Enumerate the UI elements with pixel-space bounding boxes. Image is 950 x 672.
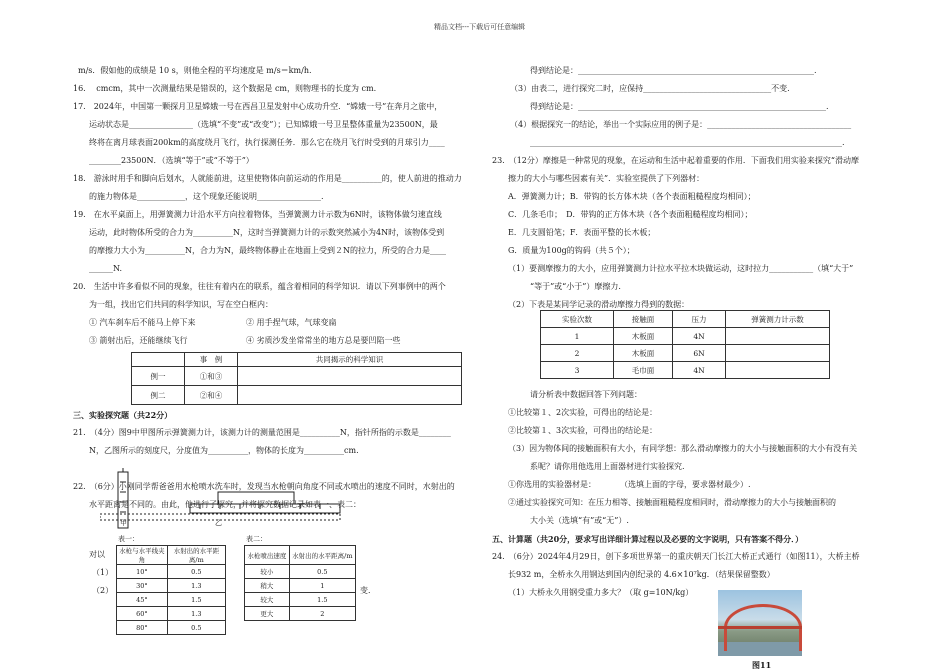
q23-line8: “等于”或“小于”）摩擦力. [530,282,621,291]
q22-r-line5: ______________________________________________________________________________. [530,138,845,147]
table1-cell: 1.5 [167,593,225,607]
table1-cell: 1.3 [167,579,225,593]
q20-table-cell: 例一 [132,367,185,386]
q22-r-line3: 得到结论是：______________________________________________________________. [530,102,829,111]
table1-cell: 1.3 [167,607,225,621]
q24-line1: 24. （6分）2024年4月29日，创下多项世界第一的重庆朝天门长江大桥正式通行（如图11），大桥主桥 [492,552,860,561]
table1-title: 表一： [118,535,139,543]
figure-caption-yi: 乙 [215,519,222,527]
table1-cell: 45° [117,593,168,607]
q23-table-cell: 2 [541,345,614,362]
q17-line3: 终将在离月球表面200km的高度绕月飞行，执行探测任务．那么它在绕月飞行时受到的月球引力____ [89,138,445,147]
q23-table-cell: 6N [673,345,726,362]
q23-line5: E．几支圆铅笔；F．表面平整的长木板； [508,228,656,237]
q23-table-header: 实验次数 [541,311,614,328]
q22-r-line1: 得到结论是：___________________________________________________________. [530,66,817,75]
q20-table-cell: ①和③ [185,367,238,386]
table2-cell: 1 [289,579,355,593]
q20-table-cell: ②和④ [185,386,238,405]
q17-line4: ________23500N．（选填“等于”或“不等于”） [89,156,254,165]
q20-example-1: ① 汽车刹车后不能马上停下来 [89,318,196,327]
bridge-photo [718,590,802,656]
table2-cell: 0.5 [289,565,355,579]
q23-line13: （3）因为物体间的接触面积有大小，有同学想：那么滑动摩擦力的大小与接触面积的大小有没有关 [508,444,858,453]
q22-r-line2: （3）由表二，进行探究二时，应保持________________________________不变. [510,84,790,93]
q23-line15: ①你选用的实验器材是： （选填上面的字母，要求器材最少）. [508,480,751,489]
q20-example-2: ② 用手捏气球，气球变扁 [246,318,337,327]
q23-table-header: 弹簧测力计示数 [726,311,830,328]
q23-table-cell [726,362,830,379]
q23-table-cell [726,328,830,345]
q19-line3: 的摩擦力大小为__________N，合力为N，最终物体静止在地面上受到２N的拉力，所受的合力是____ [89,246,446,255]
q23-line2: 擦力的大小与哪些因素有关”．实验室提供了下列器材： [508,174,705,183]
q23-line3: A．弹簧测力计；B．带钩的长方体木块（各个表面粗糙程度均相同）； [508,192,756,201]
q24-line3: （1）大桥永久用钢受重力多大？（取 g=10N/kg） [508,588,694,597]
q24-line2: 长932 m，全桥永久用钢达到国内创纪录的 4.6×10⁷kg．（结果保留整数） [508,570,775,579]
q20-table-header [132,353,185,367]
table1-header: 水射出的水平距离/m [167,546,225,565]
q22-line2: 水平距离是不同的。由此，他进行了探究，并将探究数据记录如表一、表二： [89,500,361,509]
q19-line1: 19. 在水平桌面上，用弹簧测力计沿水平方向拉着物体，当弹簧测力计示数为6N时，该物体做匀速直线 [73,210,442,219]
table2-cell: 稍大 [245,579,290,593]
q20-table-cell [238,386,462,405]
q20-table-cell [238,367,462,386]
q23-line10: 请分析表中数据回答下列问题： [530,390,642,399]
q23-table-cell: 木板面 [614,345,673,362]
q18-line1: 18. 游泳时用手和脚向后划水，人就能前进，这里使物体向前运动的作用是__________的，使人前进的推动力 [73,174,462,183]
q20-table-header: 事 例 [185,353,238,367]
q17-line1: 17. 2024年，中国第一颗探月卫星嫦娥一号在西昌卫星发射中心成功升空．“嫦娥一号”在奔月之旅中， [73,102,443,111]
q22-line1: 22. （6分）小刚同学帮爸爸用水枪喷水洗车时，发现当水枪朝向角度不同或水喷出的速度不同时，水射出的 [73,482,455,491]
q20-table [131,352,462,405]
table2-cell: 1.5 [289,593,355,607]
table1-cell: 30° [117,579,168,593]
q20-line2: 为一组，找出它们共同的科学知识，写在空白框内： [89,300,273,309]
q23-line9: （2）下表是某同学记录的滑动摩擦力得到的数据： [508,300,690,309]
q23-table-cell: 木板面 [614,328,673,345]
table-2 [244,545,356,621]
q20-example-4: ④ 劣质沙发坐常常坐的地方总是要凹陷一些 [246,336,401,345]
figure-9-instruments [100,468,360,540]
table1-cell: 0.5 [167,621,225,635]
q18-line2: 的施力物体是____________，这个现象还能说明________________. [89,192,324,201]
q22-fragment-b: （1） [92,568,114,577]
q23-table [540,310,830,379]
table-1 [116,545,226,635]
q23-line16: ②通过实验探究可知：在压力相等、接触面粗糙程度相同时，滑动摩擦力的大小与接触面积的 [508,498,836,507]
table1-cell: 0.5 [167,565,225,579]
table2-header: 水射出的水平距离/m [289,546,355,565]
table1-cell: 80° [117,621,168,635]
q20-line1: 20. 生活中许多看似不同的现象，往往有着内在的联系，蕴含着相同的科学知识．请以下列事例中的两个 [73,282,446,291]
q23-table-cell: 3 [541,362,614,379]
table1-header: 水枪与水平线夹角 [117,546,168,565]
q23-line6: G．质量为100g的钩码（共５个）； [508,246,635,255]
q23-table-cell: 4N [673,328,726,345]
q22-fragment-c: （2） [92,586,114,595]
q23-table-header: 压力 [673,311,726,328]
table2-cell: 更大 [245,607,290,621]
q19-line4: ______N. [89,264,123,273]
q23-line17: 大小关（选填“有”或“无”）. [530,516,629,525]
table1-cell: 60° [117,607,168,621]
q23-line1: 23. （12分）摩擦是一种常见的现象，在运动和生活中起着重要的作用．下面我们用实验来探究“滑动摩 [492,156,859,165]
q17-line2: 运动状态是________________（选填“不变”或“改变”）；已知嫦娥一号卫星整体重量为23500N，最 [89,120,438,129]
table2-title: 表二： [246,535,267,543]
q20-table-header: 共同揭示的科学知识 [238,353,462,367]
q23-line11: ①比较第１、2次实验，可得出的结论是： [508,408,658,417]
figure-11-caption: 图11 [752,660,772,670]
q19-line2: 运动，此时物体所受的合力为__________N，这时当弹簧测力计的示数突然减小为4N时，该物体受到 [89,228,445,237]
q20-table-cell: 例二 [132,386,185,405]
table2-header: 水枪喷出速度 [245,546,290,565]
q23-table-cell: 4N [673,362,726,379]
q21-line1: 21. （4分）图9中甲图所示弹簧测力计，该测力计的测量范围是__________N，指针所指的示数是________ [73,428,451,437]
section-5-title: 五、计算题（共20分，要求写出详细计算过程以及必要的文字说明，只有答案不得分．） [492,534,804,544]
q23-line7: （1）要测摩擦力的大小，应用弹簧测力计拉水平拉木块做运动，这时拉力___________（填“大于” [508,264,854,273]
q22-fragment-a: 对以 [89,550,105,559]
q22-r-line4: （4）根据探究一的结论，举出一个实际应用的例子是：____________________________________ [510,120,852,129]
q23-line12: ②比较第１、3次实验，可得出的结论是： [508,426,658,435]
section-3-title: 三、实验探究题（共22分） [73,410,173,420]
table2-cell: 较小 [245,565,290,579]
q23-table-cell: 毛巾面 [614,362,673,379]
q23-table-cell: 1 [541,328,614,345]
page-header: 精品文档---下载后可任意编辑 [434,23,526,31]
table2-cell: 2 [289,607,355,621]
q20-example-3: ③ 箭射出后，还能继续飞行 [89,336,188,345]
q21-line2: N，乙图所示的刻度尺，分度值为__________，物体的长度为__________cm. [89,446,359,455]
q23-line14: 系呢？请你用他选用上面器材进行实验探究. [530,462,685,471]
q15-continuation: m/s．假如他的成绩是 10 s，则他全程的平均速度是 m/s＝km/h. [78,66,312,75]
q23-line4: C．几条毛巾； D．带钩的正方体木块（各个表面粗糙程度均相同）； [508,210,753,219]
q23-table-header: 接触面 [614,311,673,328]
q22-fragment-d: 变． [360,586,376,595]
table2-cell: 较大 [245,593,290,607]
q23-table-cell [726,345,830,362]
figure-caption-jia: 甲 [120,519,127,527]
q16-text: 16. cmcm，其中一次测量结果是错误的，这个数据是 cm，则物理书的长度为 cm. [73,84,377,93]
table1-cell: 10° [117,565,168,579]
